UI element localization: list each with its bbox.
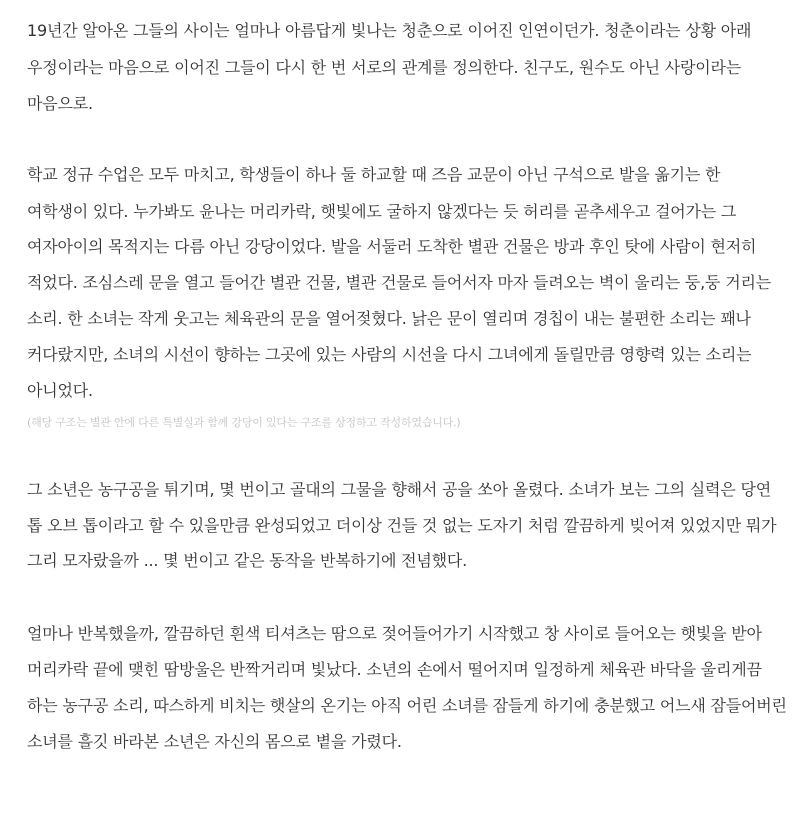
paragraph-line: 19년간 알아온 그들의 사이는 얼마나 아름답게 빛나는 청춘으로 이어진 인연이던가. 청춘이라는 상황 아래 [27,21,752,40]
paragraph-line: 커다랐지만, 소녀의 시선이 향하는 그곳에 있는 사람의 시선을 다시 그녀에게 돌릴만큼 영향력 있는 소리는 [27,345,752,364]
paragraph-line: 톱 오브 톱이라고 할 수 있을만큼 완성되었고 더이상 건들 것 없는 도자기 처럼 깔끔하게 빚어져 있었지만 뭐가 [27,516,777,535]
paragraph-line: 머리카락 끝에 맺힌 땀방울은 반짝거리며 빛났다. 소년의 손에서 떨어지며 일정하게 체육관 바닥을 울리게끔 [27,660,762,679]
paragraph-line: 하는 농구공 소리, 따스하게 비치는 햇살의 온기는 아직 어린 소녀를 잠들게 하기에 충분했고 어느새 잠들어버린 [27,696,787,715]
paragraph-line: 그 소년은 농구공을 튀기며, 몇 번이고 골대의 그물을 향해서 공을 쏘아 올렸다. 소녀가 보는 그의 실력은 당연 [27,480,771,499]
paragraph-line: 여자아이의 목적지는 다름 아닌 강당이었다. 발을 서둘러 도착한 별관 건물은 방과 후인 탓에 사람이 현저히 [27,237,757,256]
paragraph-line: 마음으로. [27,94,93,113]
paragraph-line: 소리. 한 소녀는 작게 웃고는 체육관의 문을 열어젖혔다. 낡은 문이 열리며 경칩이 내는 불편한 소리는 꽤나 [27,309,751,328]
paragraph-line: 그리 모자랐을까 ... 몇 번이고 같은 동작을 반복하기에 전념했다. [27,551,468,570]
footnote: (해당 구조는 별관 안에 다른 특별실과 함께 강당이 있다는 구조를 상정하고 작성하였습니다.) [27,416,461,429]
paragraph-line: 얼마나 반복했을까, 깔끔하던 흰색 티셔츠는 땀으로 젖어들어가기 시작했고 창 사이로 들어오는 햇빛을 받아 [27,624,762,643]
paragraph-line: 여학생이 있다. 누가봐도 윤나는 머리카락, 햇빛에도 굴하지 않겠다는 듯 허리를 곧추세우고 걸어가는 그 [27,202,737,221]
paragraph-line: 학교 정규 수업은 모두 마치고, 학생들이 하나 둘 하교할 때 즈음 교문이 아닌 구석으로 발을 옮기는 한 [27,165,721,184]
paragraph-line: 소녀를 흘깃 바라본 소년은 자신의 몸으로 볕을 가렸다. [27,732,402,751]
paragraph-line: 적었다. 조심스레 문을 열고 들어간 별관 건물, 별관 건물로 들어서자 마자 들려오는 벽이 울리는 둥,둥 거리는 [27,273,771,292]
paragraph-line: 우정이라는 마음으로 이어진 그들이 다시 한 번 서로의 관계를 정의한다. 친구도, 원수도 아닌 사랑이라는 [27,58,742,77]
paragraph-line: 아니었다. [27,381,93,400]
